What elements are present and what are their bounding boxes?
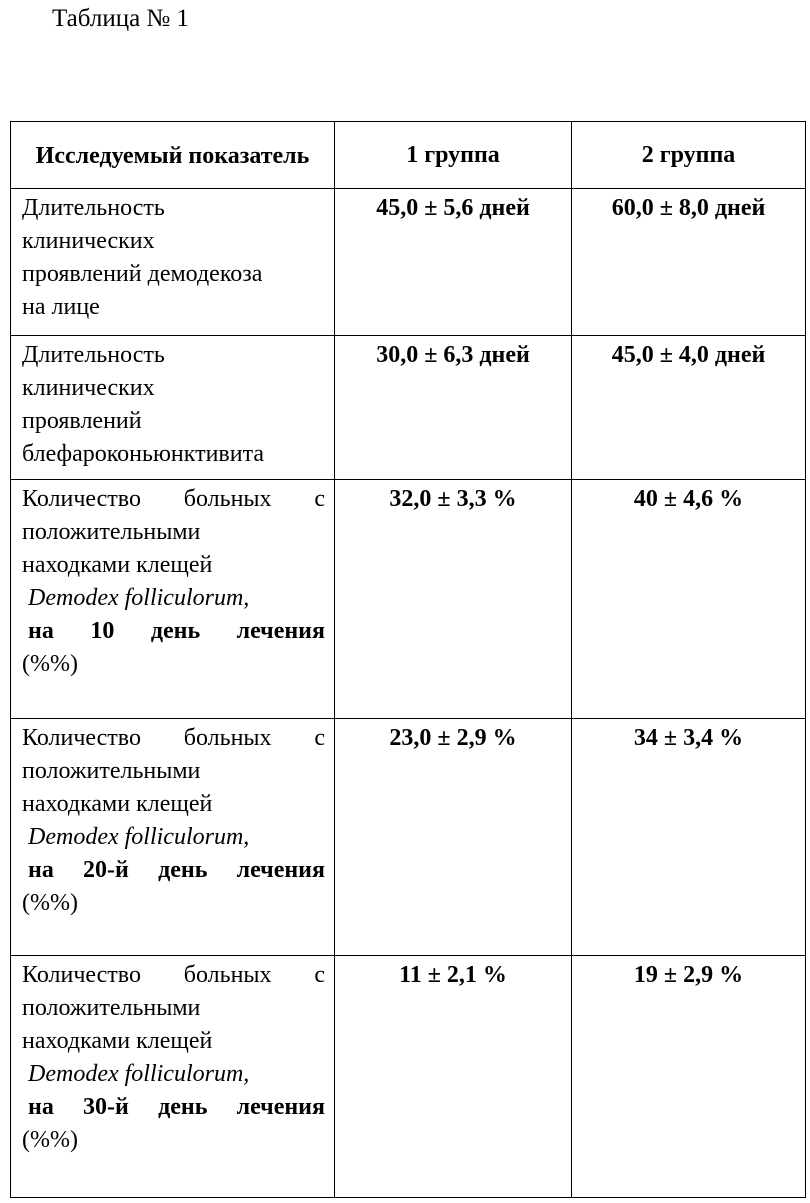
label-line: положительными <box>22 995 201 1021</box>
species-name: Demodex folliculorum, <box>28 824 250 850</box>
table-row <box>11 336 806 480</box>
row-label <box>11 336 335 480</box>
table-caption: Таблица № 1 <box>52 5 190 32</box>
table-row <box>11 189 806 336</box>
treatment-day: на 30-й день лечения <box>28 1094 325 1120</box>
unit-label: (%%) <box>22 890 78 916</box>
label-line: клинических <box>22 228 155 254</box>
label-line: Количество больных с <box>22 486 325 512</box>
table-header-row <box>11 122 806 189</box>
label-line: проявлений демодекоза <box>22 261 263 287</box>
group-1-value: 23,0 ± 2,9 % <box>335 719 572 956</box>
unit-label: (%%) <box>22 651 78 677</box>
group-2-value: 40 ± 4,6 % <box>572 480 806 719</box>
unit-label: (%%) <box>22 1127 78 1153</box>
species-name: Demodex folliculorum, <box>28 585 250 611</box>
group-2-value: 34 ± 3,4 % <box>572 719 806 956</box>
label-line: Длительность <box>22 195 165 221</box>
header-group-1: 1 группа <box>335 122 572 189</box>
treatment-day: на 10 день лечения <box>28 618 325 644</box>
table-row <box>11 956 806 1198</box>
row-label <box>11 189 335 336</box>
species-name: Demodex folliculorum, <box>28 1061 250 1087</box>
label-line: блефароконьюнктивита <box>22 441 265 467</box>
label-line: находками клещей <box>22 791 213 817</box>
row-label <box>11 719 335 956</box>
group-2-value: 19 ± 2,9 % <box>572 956 806 1198</box>
label-line: на лице <box>22 294 100 320</box>
row-label <box>11 480 335 719</box>
group-1-value: 30,0 ± 6,3 дней <box>335 336 572 480</box>
label-line: находками клещей <box>22 552 213 578</box>
group-1-value: 11 ± 2,1 % <box>335 956 572 1198</box>
label-line: находками клещей <box>22 1028 213 1054</box>
label-line: клинических <box>22 375 155 401</box>
label-line: проявлений <box>22 408 142 434</box>
group-2-value: 60,0 ± 8,0 дней <box>572 189 806 336</box>
group-1-value: 32,0 ± 3,3 % <box>335 480 572 719</box>
group-1-value: 45,0 ± 5,6 дней <box>335 189 572 336</box>
treatment-day: на 20-й день лечения <box>28 857 325 883</box>
table-row <box>11 480 806 719</box>
table-row <box>11 719 806 956</box>
header-group-2: 2 группа <box>572 122 806 189</box>
label-line: Длительность <box>22 342 165 368</box>
header-indicator: Исследуемый показатель <box>11 122 335 189</box>
label-line: Количество больных с <box>22 725 325 751</box>
label-line: положительными <box>22 758 201 784</box>
label-line: Количество больных с <box>22 962 325 988</box>
results-table <box>10 121 806 1198</box>
row-label <box>11 956 335 1198</box>
label-line: положительными <box>22 519 201 545</box>
group-2-value: 45,0 ± 4,0 дней <box>572 336 806 480</box>
